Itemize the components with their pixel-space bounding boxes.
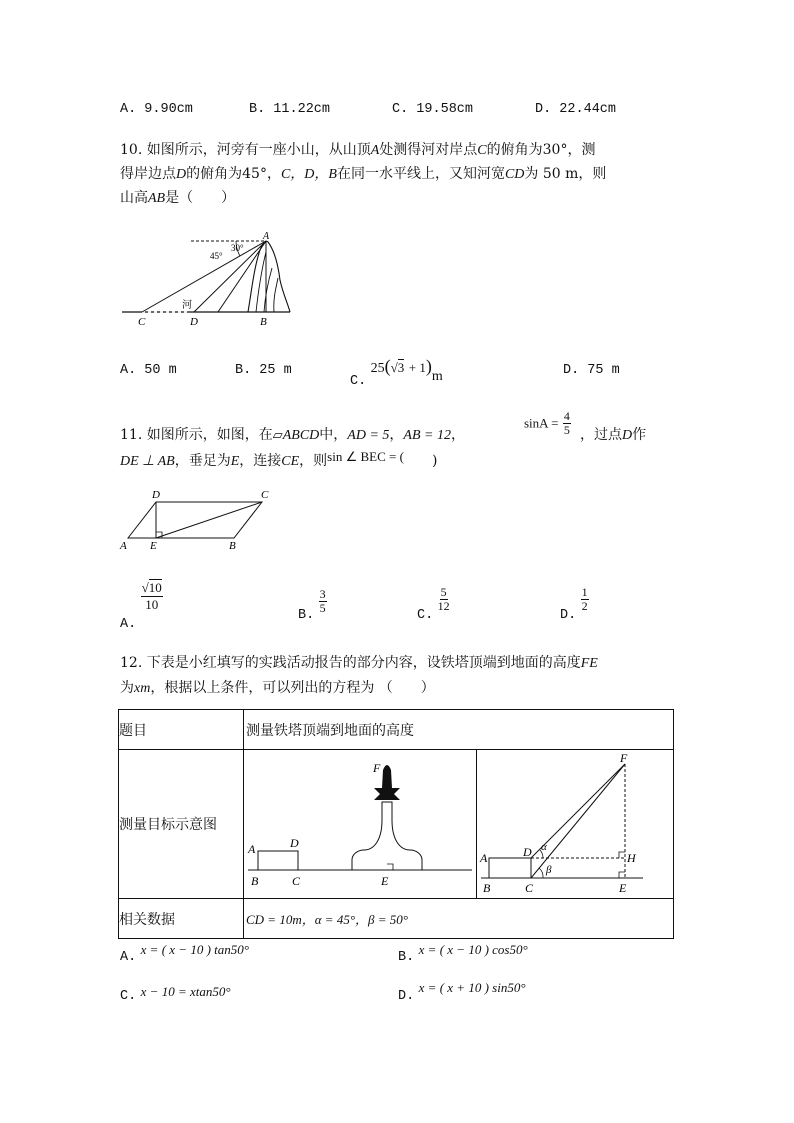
q11-text: ，则 — [299, 453, 328, 469]
building-abcd — [258, 851, 298, 870]
sina-den: 5 — [563, 423, 570, 437]
q11-text: ，过点 — [580, 427, 622, 443]
point-f-label: F — [373, 761, 381, 775]
point-c-label: C — [292, 874, 301, 888]
q12-option-d — [398, 980, 526, 1004]
q10-line2 — [120, 163, 606, 183]
point-e-label: E — [381, 874, 389, 888]
point-d-label: D — [290, 836, 299, 850]
unit: m — [431, 369, 443, 384]
var-d: D — [622, 428, 633, 443]
var-de-perp-ab: DE ⊥ AB — [120, 454, 175, 469]
mountain-ridges — [256, 252, 278, 312]
q11-text: 11. 如图所示，如图，在 — [120, 427, 273, 443]
option-label: C. — [350, 374, 367, 389]
coef: 25 — [370, 361, 385, 376]
q11-option-a: A. $\frac{√10}{10}$ — [120, 580, 162, 632]
tower-spire — [382, 765, 392, 788]
table-cell-diagram-2 — [477, 750, 674, 899]
var-fe: FE — [580, 656, 598, 671]
q10-option-c: C. 25(√3 + 1)m — [350, 356, 443, 389]
q11-text: ， — [389, 427, 404, 443]
var-abcd: ABCD — [282, 428, 320, 443]
q10-text: 的俯角为45°， — [186, 166, 281, 182]
q12-text: 12. 下表是小红填写的实践活动报告的部分内容，设铁塔顶端到地面的高度 — [120, 655, 581, 671]
point-b-label: B — [260, 316, 267, 328]
segment-cf — [531, 764, 625, 878]
q11-sina — [524, 410, 571, 437]
var-cdb: C，D，B — [280, 167, 337, 182]
radicand: 3 — [397, 360, 405, 375]
sina-num: 4 — [563, 409, 570, 423]
q12-line1 — [120, 652, 598, 672]
q11-option-c — [417, 585, 450, 623]
q11-option-d — [560, 585, 589, 623]
table-row — [119, 899, 674, 939]
segment-ce — [156, 502, 262, 538]
option-b-num: 3 — [319, 587, 326, 601]
option-label: D. — [560, 607, 577, 623]
table-row — [119, 710, 674, 750]
q10-option-d: D. 75 m — [563, 363, 620, 378]
q10-option-b: B. 25 m — [235, 363, 292, 378]
q10-text: 10. 如图所示，河旁有一座小山，从山顶 — [120, 142, 371, 158]
option-d-num: 1 — [581, 585, 588, 599]
q9-option-b: B. 11.22cm — [249, 102, 331, 117]
q11-text: ， — [450, 427, 465, 443]
q10-mountain-figure — [118, 228, 298, 330]
table-cell-title-label: 题目 — [119, 710, 244, 750]
q10-text: 为 50 m，则 — [524, 166, 607, 182]
angle-45-label: 45° — [210, 251, 223, 261]
right-angle-mark-h — [619, 852, 625, 858]
table-cell-data-value: CD = 10m，α = 45°，β = 50° — [244, 899, 674, 939]
option-label: C. — [417, 607, 434, 623]
q10-text: 是（ ） — [165, 190, 236, 206]
q12-option-b — [398, 942, 528, 965]
q11-line1-end — [580, 424, 646, 444]
point-a-label: A — [263, 231, 270, 242]
var-cd: CD — [504, 167, 525, 182]
q11-text: ，垂足为 — [174, 453, 231, 469]
point-a-label: A — [480, 851, 488, 865]
option-c-den: 12 — [437, 599, 450, 613]
q11-option-b — [298, 587, 327, 623]
q10-line1 — [120, 139, 595, 159]
q11-line2 — [120, 450, 437, 470]
option-label: B. — [298, 607, 315, 623]
point-c-label: C — [138, 316, 146, 328]
plus-one: + 1 — [408, 360, 426, 375]
q9-option-d: D. 22.44cm — [535, 102, 617, 117]
table-cell-data-label: 相关数据 — [119, 899, 244, 939]
sin-bec: sin ∠ BEC = ( — [327, 449, 404, 464]
q9-option-a: A. 9.90cm — [120, 102, 193, 117]
point-e-label: E — [150, 540, 157, 552]
point-h-label: H — [627, 851, 636, 865]
tower-diagram-1 — [244, 750, 476, 898]
point-c-label: C — [261, 489, 269, 501]
q11-line1 — [120, 424, 465, 444]
point-e-label: E — [619, 881, 627, 895]
tower-star-platform — [374, 788, 400, 800]
q12-option-a — [120, 942, 249, 965]
sina-text: sinA = — [524, 415, 559, 431]
q11-text: 作 — [632, 427, 647, 443]
q12-text: 为 — [120, 680, 134, 696]
q12-line2 — [120, 677, 435, 697]
point-a-label: A — [248, 842, 256, 856]
option-d-den: 2 — [581, 599, 588, 613]
right-angle-mark-e — [619, 872, 625, 878]
q10-text: 的俯角为30°，测 — [486, 142, 596, 158]
point-c-label: C — [525, 881, 534, 895]
var-a: A — [370, 143, 380, 158]
option-b-formula: x = ( x − 10 ) cos50° — [418, 942, 528, 957]
var-xm: xm — [134, 681, 151, 696]
angle-30-label: 30° — [231, 243, 244, 253]
angle-alpha-label: α — [541, 841, 547, 853]
q10-text: 在同一水平线上，又知河宽 — [336, 166, 505, 182]
option-c-num: 5 — [440, 585, 447, 599]
tower-base — [352, 802, 422, 870]
q11-text: 中， — [319, 427, 348, 443]
option-label: D. — [398, 989, 415, 1004]
option-a-den: 10 — [145, 597, 159, 612]
river-label: 河 — [182, 300, 192, 311]
q10-line3 — [120, 187, 235, 207]
var-e: E — [230, 454, 240, 469]
var-ab: AB — [148, 191, 166, 206]
point-d-label: D — [152, 489, 160, 501]
var-ad5: AD = 5 — [347, 428, 390, 443]
option-a-formula: x = ( x − 10 ) tan50° — [140, 942, 249, 957]
option-c-formula: x − 10 = xtan50° — [140, 984, 231, 999]
option-label: A. — [120, 616, 137, 632]
var-ce: CE — [281, 454, 300, 469]
sightline-ac — [142, 241, 266, 312]
point-b-label: B — [229, 540, 236, 552]
point-d-label: D — [523, 845, 532, 859]
point-d-label: D — [190, 316, 198, 328]
point-a-label: A — [120, 540, 127, 552]
q11-text: ，连接 — [239, 453, 282, 469]
q10-text: 处测得河对岸点 — [379, 142, 478, 158]
point-b-label: B — [251, 874, 259, 888]
radicand: 10 — [148, 580, 162, 595]
option-label: C. — [120, 989, 137, 1004]
q11-text: ) — [403, 453, 438, 469]
q9-option-c: C. 19.58cm — [392, 102, 474, 117]
right-angle-mark — [387, 864, 393, 870]
angle-beta-label: β — [546, 864, 552, 876]
q12-option-c — [120, 984, 231, 1004]
point-f-label: F — [620, 751, 628, 765]
building-abcd — [489, 858, 531, 878]
q12-text: ，根据以上条件，可以列出的方程为 （ ） — [150, 680, 435, 696]
q10-text: 山高 — [120, 190, 148, 206]
parallelogram-symbol: ▱ — [272, 428, 283, 443]
q10-text: 得岸边点 — [120, 166, 176, 182]
report-table — [118, 709, 674, 939]
table-cell-title-value: 测量铁塔顶端到地面的高度 — [244, 710, 674, 750]
q11-parallelogram-figure — [116, 486, 281, 552]
table-row — [119, 750, 674, 899]
option-label: A. — [120, 950, 137, 965]
angle-beta-arc — [539, 868, 543, 878]
table-cell-diagram-label: 测量目标示意图 — [119, 750, 244, 899]
tower-diagram-2 — [477, 750, 673, 898]
q10-option-a: A. 50 m — [120, 363, 177, 378]
table-cell-diagram-1 — [244, 750, 477, 899]
option-d-formula: x = ( x + 10 ) sin50° — [418, 980, 526, 995]
var-c: C — [477, 143, 487, 158]
option-b-den: 5 — [319, 601, 326, 615]
var-ab12: AB = 12 — [403, 428, 451, 443]
var-d: D — [176, 167, 187, 182]
parallelogram-abcd — [128, 502, 262, 538]
option-label: B. — [398, 950, 415, 965]
point-b-label: B — [483, 881, 491, 895]
